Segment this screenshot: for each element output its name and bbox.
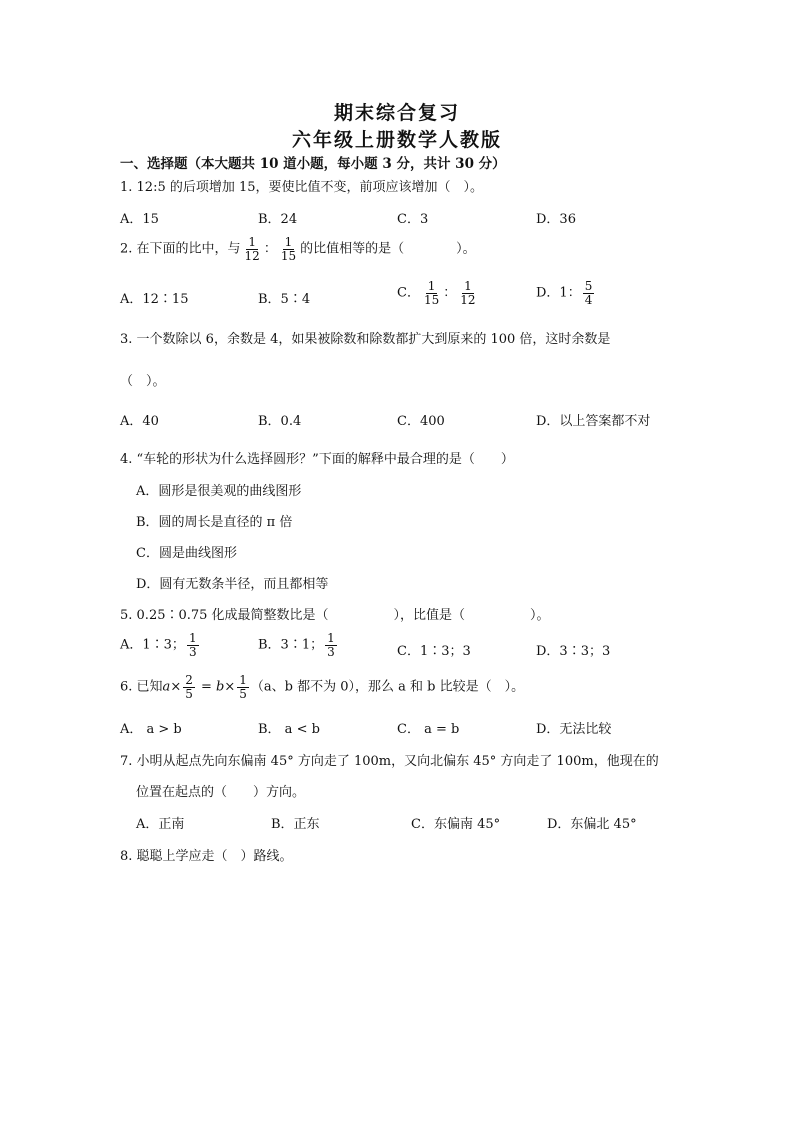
question-8: 8. 聪聪上学应走（ ）路线。	[120, 849, 293, 864]
q6-option-a[interactable]: A． a > b	[120, 722, 182, 737]
q1-option-a[interactable]: A．15	[120, 212, 159, 227]
fraction-denominator: 12	[244, 248, 260, 263]
fraction-numerator: 5	[584, 279, 593, 293]
fraction-numerator: 1	[284, 235, 293, 249]
variable-a: a	[162, 679, 171, 695]
q6-suffix: （a、b 都不为 0），那么 a 和 b 比较是（ ）。	[250, 679, 525, 695]
q5-option-c[interactable]: C．1∶3；3	[397, 644, 471, 659]
question-2	[120, 236, 476, 262]
fraction-numerator: 1	[464, 279, 472, 293]
q6-prefix: 6. 已知	[120, 679, 163, 695]
fraction	[243, 236, 262, 262]
fraction	[458, 280, 477, 306]
ratio-colon: ：	[443, 285, 457, 301]
fraction-denominator: 5	[185, 686, 193, 701]
fraction-denominator: 5	[239, 686, 247, 701]
q4-option-c[interactable]: C．圆是曲线图形	[136, 546, 237, 561]
q2-option-b[interactable]: B．5∶4	[258, 292, 311, 307]
question-4: 4. “车轮的形状为什么选择圆形？”下面的解释中最合理的是（ ）	[120, 452, 514, 467]
fraction-denominator: 4	[584, 292, 593, 307]
fraction	[237, 674, 249, 700]
q3-option-a[interactable]: A．40	[120, 414, 159, 429]
fraction	[183, 674, 195, 700]
page-subtitle: 六年级上册数学人教版	[291, 129, 502, 151]
question-3-blank: （ ）。	[120, 374, 166, 389]
question-7-line-2: 位置在起点的（ ）方向。	[136, 785, 306, 800]
question-6	[120, 674, 524, 700]
ratio-colon: ：	[263, 241, 277, 257]
q2-option-d[interactable]	[536, 280, 596, 306]
q2-suffix: 的比值相等的是（ ）。	[300, 241, 476, 257]
fraction-denominator: 15	[423, 292, 440, 307]
fraction	[187, 632, 199, 658]
fraction-denominator: 12	[460, 292, 476, 307]
equals-sign: =	[196, 679, 217, 695]
question-7: 7. 小明从起点先向东偏南 45° 方向走了 100m，又向北偏东 45° 方向走了 100m，他现在的	[120, 754, 659, 769]
variable-b: b	[216, 679, 225, 695]
q1-option-d[interactable]: D．36	[536, 212, 576, 227]
q2-prefix: 2. 在下面的比中，与	[120, 241, 241, 257]
q5-option-a[interactable]	[120, 632, 201, 658]
q1-option-c[interactable]: C．3	[397, 212, 429, 227]
fraction-numerator: 1	[188, 631, 197, 645]
fraction-numerator: 1	[239, 673, 247, 687]
q6-option-c[interactable]: C． a = b	[397, 722, 460, 737]
option-label: C．	[397, 285, 420, 301]
q7-option-b[interactable]: B．正东	[271, 817, 320, 832]
section-heading: 一、选择题（本大题共 10 道小题，每小题 3 分，共计 30 分）	[120, 156, 506, 172]
q2-option-a[interactable]: A．12∶15	[120, 292, 189, 307]
times-sign: ×	[224, 679, 236, 695]
option-label: A．1∶3；	[120, 637, 185, 653]
option-label: D．1：	[536, 285, 581, 301]
fraction	[279, 236, 298, 262]
times-sign: ×	[170, 679, 182, 695]
fraction-numerator: 1	[327, 631, 335, 645]
fraction-denominator: 15	[280, 248, 297, 263]
fraction	[583, 280, 595, 306]
q5-option-b[interactable]	[258, 632, 339, 658]
fraction	[422, 280, 441, 306]
q5-option-d[interactable]: D．3∶3；3	[536, 644, 611, 659]
q4-option-b[interactable]: B．圆的周长是直径的 π 倍	[136, 515, 293, 530]
q1-option-b[interactable]: B．24	[258, 212, 298, 227]
q6-option-d[interactable]: D．无法比较	[536, 722, 612, 737]
fraction-denominator: 3	[327, 644, 335, 659]
q7-option-c[interactable]: C．东偏南 45°	[411, 817, 501, 832]
q7-option-d[interactable]: D．东偏北 45°	[547, 817, 637, 832]
question-5: 5. 0.25∶0.75 化成最简整数比是（ ），比值是（ ）。	[120, 608, 550, 623]
question-1: 1. 12:5 的后项增加 15，要使比值不变，前项应该增加（ ）。	[120, 180, 484, 195]
fraction-denominator: 3	[188, 644, 197, 659]
q3-option-c[interactable]: C．400	[397, 414, 445, 429]
fraction-numerator: 1	[427, 279, 436, 293]
q4-option-d[interactable]: D．圆有无数条半径，而且都相等	[136, 577, 329, 592]
q3-option-b[interactable]: B．0.4	[258, 414, 302, 429]
q3-option-d[interactable]: D．以上答案都不对	[536, 414, 651, 429]
fraction	[325, 632, 337, 658]
option-label: B．3∶1；	[258, 637, 324, 653]
q6-option-b[interactable]: B． a < b	[258, 722, 320, 737]
q2-option-c[interactable]	[397, 280, 480, 306]
question-3: 3. 一个数除以 6，余数是 4，如果被除数和除数都扩大到原来的 100 倍，这时余数是	[120, 332, 611, 347]
fraction-numerator: 2	[185, 673, 193, 687]
page-title: 期末综合复习	[333, 102, 460, 124]
q4-option-a[interactable]: A．圆形是很美观的曲线图形	[136, 484, 302, 499]
q7-option-a[interactable]: A．正南	[136, 817, 185, 832]
fraction-numerator: 1	[248, 235, 256, 249]
